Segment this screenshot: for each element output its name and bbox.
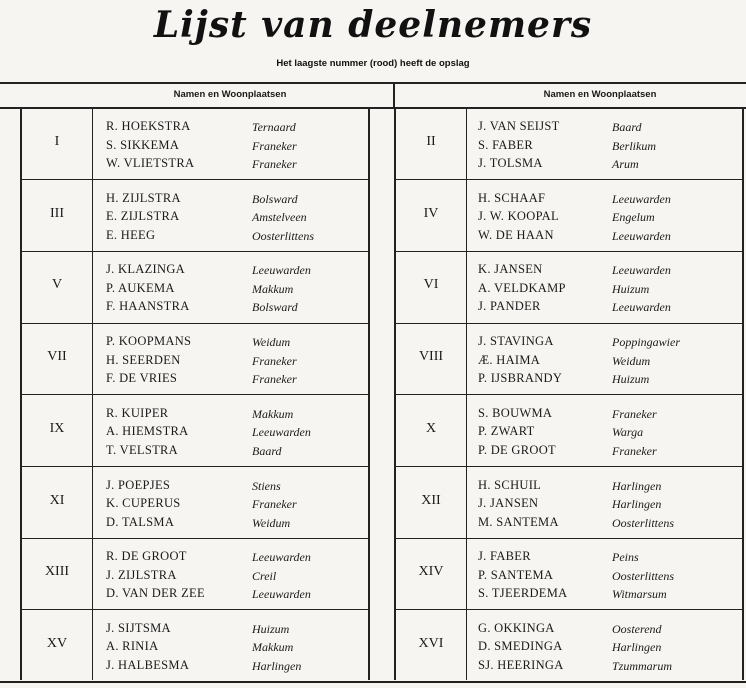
left-participant-entry — [106, 353, 368, 371]
right-group-number: II — [426, 134, 436, 149]
participant-name: D. TALSMA — [106, 514, 175, 529]
participant-name: A. VELDKAMP — [478, 280, 566, 295]
right-group-separator — [394, 323, 743, 324]
participant-place: Huizum — [612, 281, 650, 296]
right-participant-entry — [478, 281, 746, 299]
left-participant-entry — [106, 621, 368, 639]
participant-name: J. SIJTSMA — [106, 620, 171, 635]
right-group-number: X — [425, 420, 437, 436]
left-group-number: V — [51, 277, 63, 293]
left-participant-entry — [106, 138, 368, 156]
left-participant-entry — [106, 334, 368, 352]
participant-name: E. HEEG — [106, 227, 156, 242]
right-participant-entry — [478, 119, 746, 137]
participant-name: P. IJSBRANDY — [478, 371, 563, 386]
participant-name: S. BOUWMA — [478, 405, 553, 420]
participant-place: Arum — [612, 157, 639, 171]
right-participant-entry — [478, 191, 746, 209]
right-participant-entry — [478, 371, 746, 389]
header-bottom-rule — [0, 107, 746, 109]
left-group-separator — [20, 394, 369, 395]
right-participant-entry — [478, 156, 746, 174]
left-participant-entry — [106, 406, 368, 424]
right-group-number: XIV — [418, 564, 444, 580]
left-participant-entry — [106, 586, 368, 604]
participant-place: Weidum — [612, 353, 651, 368]
participant-name: F. DE VRIES — [106, 371, 178, 386]
participant-place: Harlingen — [612, 478, 662, 493]
left-participant-entry — [106, 371, 368, 389]
left-participant-entry — [106, 658, 368, 676]
right-participant-entry — [478, 353, 746, 371]
participant-name: J. W. KOOPAL — [478, 209, 559, 224]
left-column-header: Namen en Woonplaatsen — [173, 89, 287, 100]
participant-place: Franeker — [252, 497, 297, 511]
right-group-number: IV — [423, 205, 439, 221]
participant-place: Makkum — [252, 640, 294, 655]
left-participant-entry — [106, 515, 368, 533]
participant-name: P. DE GROOT — [478, 442, 556, 457]
participant-name: G. OKKINGA — [478, 620, 555, 635]
participant-place: Leeuwarden — [252, 587, 311, 602]
participant-name: J. PANDER — [478, 299, 541, 314]
right-participant-entry — [478, 478, 746, 496]
participant-place: Leeuwarden — [612, 191, 671, 206]
right-participant-entry — [478, 209, 746, 227]
participant-place: Leeuwarden — [252, 425, 311, 440]
left-participant-entry — [106, 262, 368, 280]
left-group-number: XIII — [44, 564, 70, 580]
participant-place: Leeuwarden — [612, 263, 671, 278]
right-participant-entry — [478, 443, 746, 461]
left-participant-entry — [106, 228, 368, 246]
participant-place: Creil — [252, 568, 277, 583]
left-group-separator — [20, 251, 369, 252]
left-group-number: I — [54, 134, 60, 149]
left-group-number: III — [50, 205, 64, 221]
right-participant-entry — [478, 138, 746, 156]
participant-place: Bolsward — [252, 300, 298, 315]
right-group-number: XII — [421, 492, 441, 508]
right-column-header: Namen en Woonplaatsen — [543, 89, 657, 100]
participant-name: J. HALBESMA — [106, 657, 190, 672]
left-group-separator — [20, 609, 369, 610]
participant-name: T. VELSTRA — [106, 442, 178, 457]
participant-name: P. KOOPMANS — [106, 334, 192, 349]
footer-rule — [0, 681, 746, 683]
right-participant-entry — [478, 496, 746, 514]
participant-name: K. JANSEN — [478, 262, 543, 277]
right-participant-entry — [478, 586, 746, 604]
participant-name: J. FABER — [478, 549, 531, 564]
participant-place: Leeuwarden — [252, 550, 311, 565]
participant-name: H. SCHUIL — [478, 477, 542, 492]
left-participant-entry — [106, 549, 368, 567]
left-participant-entry — [106, 299, 368, 317]
participant-place: Baard — [612, 120, 642, 134]
participant-name: J. POEPJES — [106, 477, 171, 492]
participant-name: P. SANTEMA — [478, 567, 554, 582]
left-participant-entry — [106, 639, 368, 657]
page-subtitle: Het laagste nummer (rood) heeft de opslag — [276, 58, 470, 69]
participant-place: Weidum — [252, 515, 291, 530]
left-participant-entry — [106, 191, 368, 209]
participant-name: P. AUKEMA — [106, 280, 175, 295]
participant-place: Weidum — [252, 335, 291, 350]
right-group-separator — [394, 394, 743, 395]
participant-name: W. VLIETSTRA — [106, 156, 195, 170]
header-divider — [393, 83, 395, 107]
participant-place: Ternaard — [252, 120, 296, 134]
participant-place: Poppingawier — [612, 335, 680, 350]
participant-place: Makkum — [252, 406, 294, 421]
page-title: Lijst van deelnemers — [153, 4, 593, 46]
participant-place: Franeker — [252, 138, 297, 153]
participant-place: Franeker — [612, 406, 657, 421]
participant-name: H. SEERDEN — [106, 352, 181, 367]
right-participant-entry — [478, 406, 746, 424]
left-group-separator — [20, 179, 369, 180]
participant-place: Leeuwarden — [612, 300, 671, 315]
participant-name: J. TOLSMA — [478, 156, 543, 170]
participant-name: J. VAN SEIJST — [478, 119, 560, 133]
participant-place: Oosterlittens — [612, 568, 674, 583]
participant-place: Oosterend — [612, 621, 662, 636]
participant-place: Harlingen — [612, 640, 662, 655]
left-group-number: VII — [47, 349, 67, 365]
participant-place: Franeker — [252, 157, 297, 171]
right-participant-entry — [478, 639, 746, 657]
participant-place: Franeker — [252, 372, 297, 387]
participant-name: Æ. HAIMA — [478, 352, 541, 367]
left-participant-entry — [106, 156, 368, 174]
participant-place: Stiens — [252, 478, 281, 493]
left-participant-entry — [106, 424, 368, 442]
left-group-separator — [20, 538, 369, 539]
participant-place: Franeker — [612, 443, 657, 458]
left-group-separator — [20, 466, 369, 467]
participant-place: Engelum — [612, 210, 655, 225]
right-participant-entry — [478, 621, 746, 639]
left-group-number: XV — [46, 635, 68, 651]
participant-place: Bolsward — [252, 191, 298, 206]
right-group-separator — [394, 251, 743, 252]
right-participant-entry — [478, 299, 746, 317]
participant-place: Leeuwarden — [612, 228, 671, 243]
participant-name: S. TJEERDEMA — [478, 586, 568, 601]
left-participant-entry — [106, 281, 368, 299]
participant-name: R. HOEKSTRA — [106, 119, 191, 133]
participant-place: Oosterlittens — [612, 515, 674, 530]
participant-name: SJ. HEERINGA — [478, 657, 564, 672]
participant-place: Makkum — [252, 281, 294, 296]
participant-name: H. ZIJLSTRA — [106, 190, 181, 205]
participant-place: Leeuwarden — [252, 263, 311, 278]
left-participant-entry — [106, 119, 368, 137]
right-group-separator — [394, 466, 743, 467]
right-participant-entry — [478, 568, 746, 586]
right-participant-entry — [478, 262, 746, 280]
participant-name: H. SCHAAF — [478, 190, 546, 205]
participant-name: J. JANSEN — [478, 496, 539, 510]
participant-name: J. STAVINGA — [478, 334, 554, 349]
participant-place: Witmarsum — [612, 587, 667, 602]
participant-place: Harlingen — [252, 658, 302, 673]
right-group-number: XVI — [418, 635, 444, 651]
left-participant-entry — [106, 568, 368, 586]
participant-name: A. HIEMSTRA — [106, 424, 189, 439]
right-participant-entry — [478, 228, 746, 246]
participant-name: F. HAANSTRA — [106, 299, 190, 314]
right-participant-entry — [478, 549, 746, 567]
left-participant-entry — [106, 478, 368, 496]
right-group-number: VIII — [418, 349, 444, 365]
right-participant-entry — [478, 515, 746, 533]
left-participant-entry — [106, 443, 368, 461]
right-group-separator — [394, 538, 743, 539]
participant-name: D. SMEDINGA — [478, 639, 563, 654]
participant-name: J. ZIJLSTRA — [106, 567, 177, 582]
participant-name: S. SIKKEMA — [106, 137, 180, 152]
right-participant-entry — [478, 334, 746, 352]
participant-name: S. FABER — [478, 137, 533, 152]
participant-name: R. DE GROOT — [106, 549, 187, 564]
participant-place: Franeker — [252, 353, 297, 368]
right-participant-entry — [478, 424, 746, 442]
participant-place: Peins — [612, 550, 639, 565]
participant-name: P. ZWART — [478, 424, 535, 439]
participant-place: Amstelveen — [252, 210, 307, 225]
participant-name: A. RINIA — [106, 639, 159, 654]
participant-place: Tzummarum — [612, 658, 673, 673]
participant-name: R. KUIPER — [106, 405, 169, 420]
participant-place: Baard — [252, 443, 282, 458]
participant-place: Warga — [612, 425, 644, 440]
right-group-separator — [394, 179, 743, 180]
participant-name: W. DE HAAN — [478, 227, 554, 242]
left-group-number: XI — [49, 492, 65, 508]
participant-place: Huizum — [612, 372, 650, 387]
participant-name: K. CUPERUS — [106, 496, 181, 510]
left-participant-entry — [106, 496, 368, 514]
participant-name: M. SANTEMA — [478, 514, 559, 529]
left-group-number: IX — [49, 420, 65, 436]
participant-place: Berlikum — [612, 138, 656, 153]
participant-name: E. ZIJLSTRA — [106, 209, 180, 224]
participant-place: Harlingen — [612, 497, 662, 511]
participant-name: D. VAN DER ZEE — [106, 586, 205, 601]
right-group-number: VI — [423, 277, 439, 293]
left-group-separator — [20, 323, 369, 324]
participant-place: Huizum — [252, 621, 290, 636]
header-top-rule — [0, 82, 746, 84]
left-participant-entry — [106, 209, 368, 227]
right-participant-entry — [478, 658, 746, 676]
right-group-separator — [394, 609, 743, 610]
participant-name: J. KLAZINGA — [106, 262, 185, 277]
participant-place: Oosterlittens — [252, 228, 314, 243]
